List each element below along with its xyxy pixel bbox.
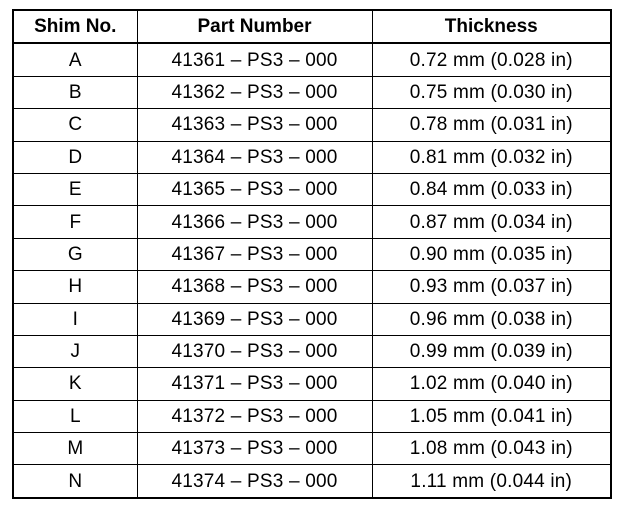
part-number-cell: 41366 – PS3 – 000	[137, 206, 372, 238]
part-number-cell: 41364 – PS3 – 000	[137, 141, 372, 173]
thickness-cell: 1.08 mm (0.043 in)	[372, 433, 611, 465]
thickness-cell: 1.11 mm (0.044 in)	[372, 465, 611, 498]
part-number-cell: 41374 – PS3 – 000	[137, 465, 372, 498]
table-row	[13, 206, 611, 238]
thickness-cell: 0.75 mm (0.030 in)	[372, 76, 611, 108]
table-row	[13, 368, 611, 400]
part-number-cell: 41373 – PS3 – 000	[137, 433, 372, 465]
shim-cell: L	[13, 400, 137, 432]
part-number-cell: 41367 – PS3 – 000	[137, 238, 372, 270]
thickness-cell: 0.93 mm (0.037 in)	[372, 271, 611, 303]
table-row	[13, 335, 611, 367]
shim-table	[12, 9, 612, 499]
part-number-cell: 41369 – PS3 – 000	[137, 303, 372, 335]
header-row	[13, 10, 611, 43]
header-thickness: Thickness	[372, 10, 611, 43]
table-row	[13, 238, 611, 270]
thickness-cell: 0.99 mm (0.039 in)	[372, 335, 611, 367]
part-number-cell: 41368 – PS3 – 000	[137, 271, 372, 303]
thickness-cell: 0.72 mm (0.028 in)	[372, 43, 611, 76]
thickness-cell: 1.02 mm (0.040 in)	[372, 368, 611, 400]
thickness-cell: 0.87 mm (0.034 in)	[372, 206, 611, 238]
shim-cell: F	[13, 206, 137, 238]
shim-cell: J	[13, 335, 137, 367]
table-row	[13, 400, 611, 432]
table-row	[13, 109, 611, 141]
part-number-cell: 41363 – PS3 – 000	[137, 109, 372, 141]
shim-cell: H	[13, 271, 137, 303]
header-shim-no: Shim No.	[13, 10, 137, 43]
table-header	[13, 10, 611, 43]
table-row	[13, 271, 611, 303]
thickness-cell: 0.84 mm (0.033 in)	[372, 173, 611, 205]
table-body	[13, 43, 611, 497]
table-row	[13, 465, 611, 498]
shim-cell: M	[13, 433, 137, 465]
shim-cell: C	[13, 109, 137, 141]
shim-cell: A	[13, 43, 137, 76]
shim-cell: I	[13, 303, 137, 335]
shim-cell: B	[13, 76, 137, 108]
header-part-number: Part Number	[137, 10, 372, 43]
shim-cell: G	[13, 238, 137, 270]
thickness-cell: 1.05 mm (0.041 in)	[372, 400, 611, 432]
part-number-cell: 41370 – PS3 – 000	[137, 335, 372, 367]
thickness-cell: 0.81 mm (0.032 in)	[372, 141, 611, 173]
shim-cell: D	[13, 141, 137, 173]
part-number-cell: 41372 – PS3 – 000	[137, 400, 372, 432]
shim-cell: K	[13, 368, 137, 400]
shim-cell: E	[13, 173, 137, 205]
thickness-cell: 0.90 mm (0.035 in)	[372, 238, 611, 270]
part-number-cell: 41362 – PS3 – 000	[137, 76, 372, 108]
part-number-cell: 41361 – PS3 – 000	[137, 43, 372, 76]
part-number-cell: 41365 – PS3 – 000	[137, 173, 372, 205]
table-row	[13, 43, 611, 76]
table-row	[13, 76, 611, 108]
table-row	[13, 141, 611, 173]
table-row	[13, 433, 611, 465]
table-row	[13, 173, 611, 205]
shim-cell: N	[13, 465, 137, 498]
thickness-cell: 0.96 mm (0.038 in)	[372, 303, 611, 335]
table-row	[13, 303, 611, 335]
thickness-cell: 0.78 mm (0.031 in)	[372, 109, 611, 141]
part-number-cell: 41371 – PS3 – 000	[137, 368, 372, 400]
